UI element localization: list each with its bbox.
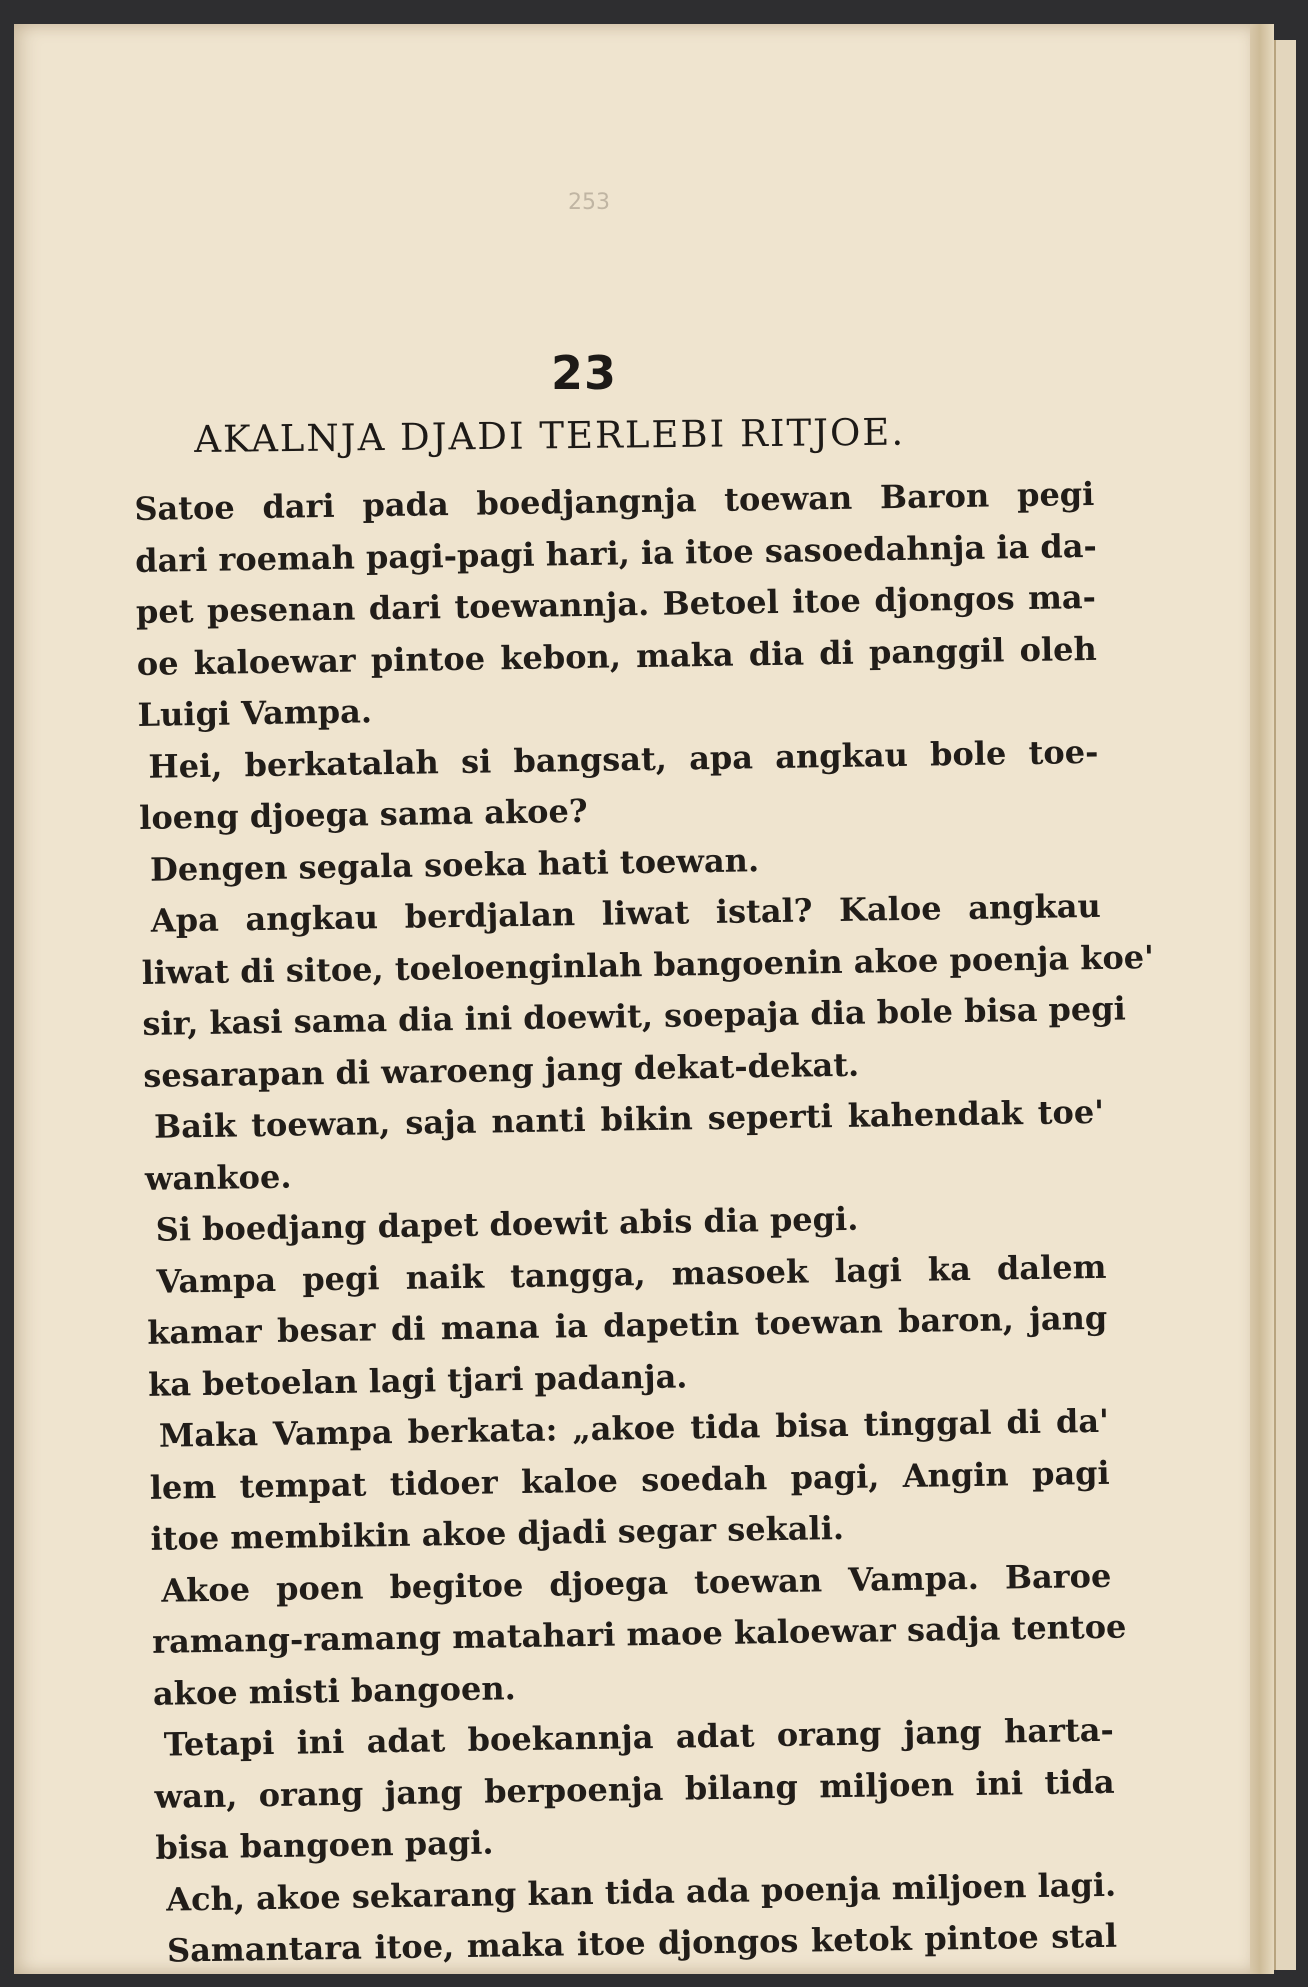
text-line: dari roemah pagi-pagi hari, ia itoe sasoedahnja ia da- (134, 526, 1098, 580)
text-line: Satoe dari pada boedjangnja toewan Baron pegi (134, 474, 1095, 528)
text-line: Samantara itoe, maka itoe djongos ketok pintoe stal (166, 1916, 1118, 1970)
text-line: Dengen segala soeka hati toewan. (149, 840, 760, 889)
text-line: loeng djoega sama akoe? (138, 791, 588, 837)
page-number: 253 (568, 190, 610, 215)
text-line: Maka Vampa berkata: „akoe tida bisa tinggal di da' (158, 1401, 1110, 1455)
text-line: itoe membikin akoe djadi segar sekali. (150, 1508, 845, 1558)
chapter-title: AKALNJA DJADI TERLEBI RITJOE. (194, 410, 906, 461)
text-line: lem tempat tidoer kaloe soedah pagi, Angin pagi (149, 1453, 1110, 1507)
text-line: sesarapan di waroeng jang dekat-dekat. (142, 1045, 860, 1095)
body-text (134, 469, 1155, 1977)
text-line: Hei, berkatalah si bangsat, apa angkau bole toe- (148, 732, 1099, 786)
text-line: ramang-ramang matahari maoe kaloewar sadja tentoe (151, 1607, 1127, 1661)
text-line: pet pesenan dari toewannja. Betoel itoe djongos ma- (135, 577, 1097, 631)
text-line: liwat di sitoe, toeloenginlah bangoenin akoe poenja koe' (141, 937, 1155, 992)
chapter-number: 23 (550, 346, 617, 400)
text-line: Ach, akoe sekarang kan tida ada poenja miljoen lagi. (165, 1865, 1117, 1919)
text-line: wan, orang jang berpoenja bilang miljoen ini tida (154, 1762, 1115, 1816)
text-line: Akoe poen begitoe djoega toewan Vampa. Baroe (161, 1556, 1112, 1610)
text-line: bisa bangoen pagi. (155, 1823, 494, 1867)
book-page (14, 24, 1258, 1974)
text-line: oe kaloewar pintoe kebon, maka dia di panggil oleh (136, 629, 1097, 683)
text-line: kamar besar di mana ia dapetin toewan baron, jang (147, 1298, 1108, 1352)
text-line: akoe misti bangoen. (152, 1668, 516, 1713)
text-line: Si boedjang dapet doewit abis dia pegi. (155, 1199, 859, 1249)
text-line: wankoe. (144, 1157, 292, 1198)
text-line: Baik toewan, saja nanti bikin seperti kahendak toe' (153, 1092, 1105, 1146)
page-edge (1250, 24, 1274, 1974)
next-page-edge (1274, 40, 1296, 1970)
text-line: sir, kasi sama dia ini doewit, soepaja dia bole bisa pegi (142, 989, 1127, 1043)
text-line: Luigi Vampa. (137, 692, 373, 734)
text-line: Apa angkau berdjalan liwat istal? Kaloe angkau (150, 886, 1102, 940)
text-line: Vampa pegi naik tangga, masoek lagi ka dalem (156, 1247, 1107, 1301)
text-line: ka betoelan lagi tjari padanja. (147, 1356, 688, 1404)
text-line: Tetapi ini adat boekannja adat orang jang harta- (163, 1710, 1114, 1764)
